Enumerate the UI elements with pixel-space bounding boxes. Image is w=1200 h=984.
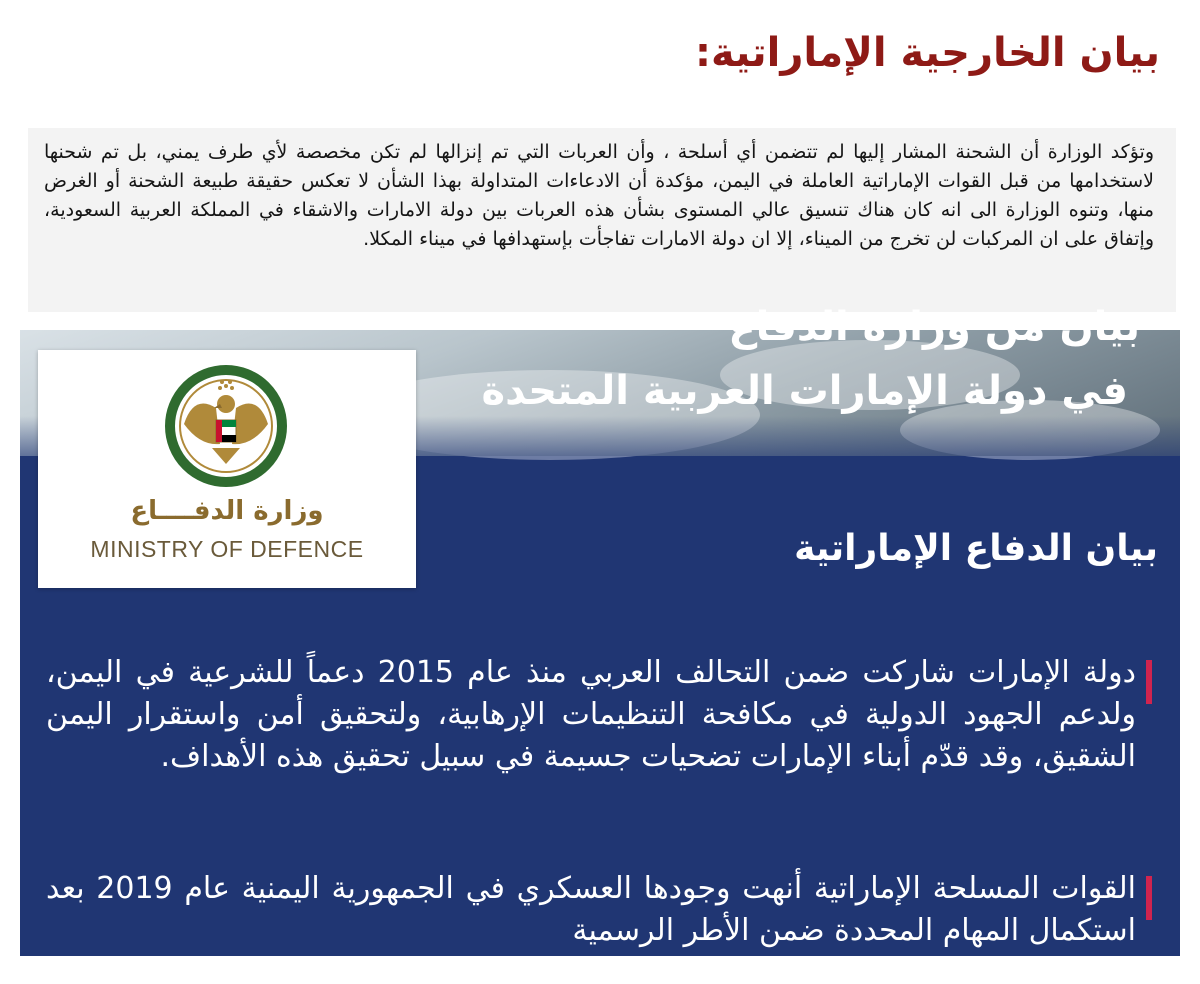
mod-statement-heading: بيان الدفاع الإماراتية [794,528,1158,569]
mofa-statement-box [28,128,1176,312]
mod-paragraph-1: دولة الإمارات شاركت ضمن التحالف العربي منذ عام 2015 دعماً للشرعية في اليمن، ولدعم الجهود الدولية في مكافحة التنظيمات الإرهابية، ولتحقيق أمن واستقرار اليمن الشقيق، وقد قدّم أبناء الإمارات تضحيات جسيمة في سبيل تحقيق هذه الأهداف. [46,655,1136,774]
logo-arabic-name: وزارة الدفــــاع [130,496,324,526]
paragraph-marker [1146,660,1152,704]
mod-paragraph-2: القوات المسلحة الإماراتية أنهت وجودها العسكري في الجمهورية اليمنية عام 2019 بعد استكمال المهام المحددة ضمن الأطر الرسمية [46,871,1136,948]
banner-title: في دولة الإمارات العربية المتحدة [481,368,1128,414]
falcon-emblem-icon [164,364,288,488]
mofa-statement-text: وتؤكد الوزارة أن الشحنة المشار إليها لم تتضمن أي أسلحة ، وأن العربات التي تم إنزالها لم تكن مخصصة لأي طرف يمني، بل تم شحنها لاستخدامها من قبل القوات الإماراتية العاملة في اليمن، مؤكدة أن الادعاءات المتداولة بهذا الشأن لا تعكس حقيقة طبيعة الشحنة أو الغرض منها، وتنوه الوزارة الى انه كان هناك تنسيق عالي المستوى بشأن هذه العربات بين دولة الامارات والاشقاء في المملكة العربية السعودية، وإتفاق على ان المركبات لن تخرج من الميناء، إلا ان دولة الامارات تفاجأت بإستهدافها في ميناء المكلا. [44,141,1154,250]
mofa-statement-title: بيان الخارجية الإماراتية: [695,30,1160,76]
logo-english-name: MINISTRY OF DEFENCE [90,536,364,562]
mod-statement-panel [20,304,1180,956]
paragraph-marker [1146,876,1152,920]
ministry-logo-card [38,350,416,588]
banner-cut-text: بيان من وزارة الدفاع [728,304,1140,350]
